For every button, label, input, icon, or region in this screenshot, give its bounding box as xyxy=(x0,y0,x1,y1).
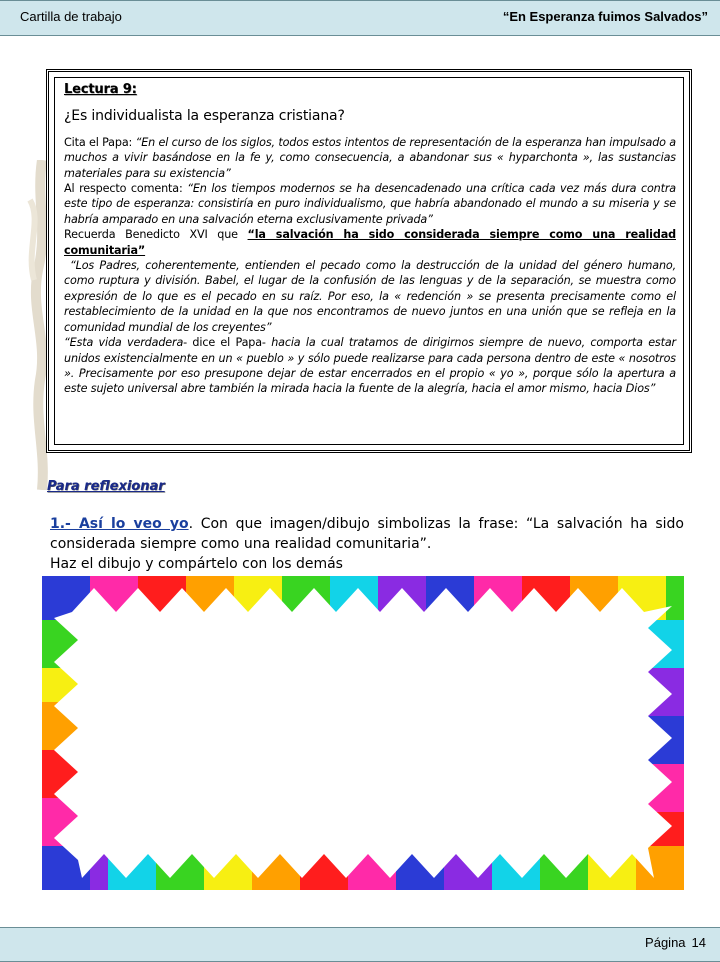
question-1-text: . Con que imagen/dibujo simbolizas la frase: “La salvación ha sido considerada siempre como una realidad comunitaria”. xyxy=(50,516,684,552)
reading-question: ¿Es individualista la esperanza cristiana? xyxy=(64,108,345,125)
p5-part-b: - dice el Papa- xyxy=(183,336,272,350)
header-left-title: Cartilla de trabajo xyxy=(20,9,122,24)
p3-quote: “la salvación ha sido considerada siempre como una realidad comunitaria” xyxy=(64,228,676,257)
p5-part-c: hacia la cual tratamos de dirigirnos siempre de nuevo, comporta estar unidos existencialmente en un « pueblo » y sólo puede realizarse para cada persona dentro de este « nosotros ». Precisamente por eso presupone dejar de estar encerrados en el propio « yo », porque sólo la apertura a este sujeto universal abre también la mirada hacia la fuente de la alegría, hacia el amor mismo, hacia Dios” xyxy=(64,336,676,396)
page-label: Página xyxy=(645,935,686,950)
frame-color-segment xyxy=(666,576,684,620)
p3-lead: Recuerda Benedicto XVI que xyxy=(64,228,248,242)
question-1 xyxy=(50,514,684,574)
p2-lead: Al respecto comenta: xyxy=(64,182,188,196)
reflect-heading: Para reflexionar xyxy=(47,479,165,494)
drawing-frame[interactable] xyxy=(42,576,684,890)
reading-paragraph-2 xyxy=(64,181,676,227)
p5-part-a: “Esta vida verdadera xyxy=(64,336,184,350)
page-header xyxy=(0,0,720,36)
question-1-label: 1.- Así lo veo yo xyxy=(50,516,189,532)
reading-paragraph-3 xyxy=(64,227,676,258)
p1-quote: “En el curso de los siglos, todos estos intentos de representación de la esperanza han impulsado a muchos a vivir basándose en la fe y, como consecuencia, a abandonar sus « hyparchonta », las sustancias materiales para su existencia” xyxy=(64,135,676,180)
reading-text xyxy=(64,82,676,397)
page-number xyxy=(639,935,706,950)
reading-box xyxy=(46,69,692,453)
page-number-value: 14 xyxy=(691,935,706,950)
reading-paragraph-1 xyxy=(64,135,676,181)
reading-paragraph-4: “Los Padres, coherentemente, entienden el pecado como la destrucción de la unidad del género humano, como ruptura y división. Babel, el lugar de la confusión de las lenguas y de la separación, se muestra como expresión de lo que es el pecado en su raíz. Por eso, la « redención » se presenta precisamente como el restablecimiento de la unidad en la que nos encontramos de nuevo juntos en una unión que se refleja en la comunidad mundial de los creyentes” xyxy=(64,259,676,334)
drawing-area[interactable] xyxy=(54,588,672,878)
p1-lead: Cita el Papa: xyxy=(64,135,136,149)
page-footer xyxy=(0,927,720,962)
question-1-instruction: Haz el dibujo y compártelo con los demás xyxy=(50,556,343,572)
reading-box-inner xyxy=(54,77,684,445)
lecture-title: Lectura 9: xyxy=(64,82,137,97)
reading-paragraph-5 xyxy=(64,335,676,397)
p2-quote: “En los tiempos modernos se ha desencadenado una crítica cada vez más dura contra este tipo de esperanza: consistiría en puro individualismo, que habría abandonado el mundo a su miseria y se habría amparado en una salvación eterna exclusivamente privada” xyxy=(64,182,676,226)
header-right-title: “En Esperanza fuimos Salvados” xyxy=(502,9,708,24)
